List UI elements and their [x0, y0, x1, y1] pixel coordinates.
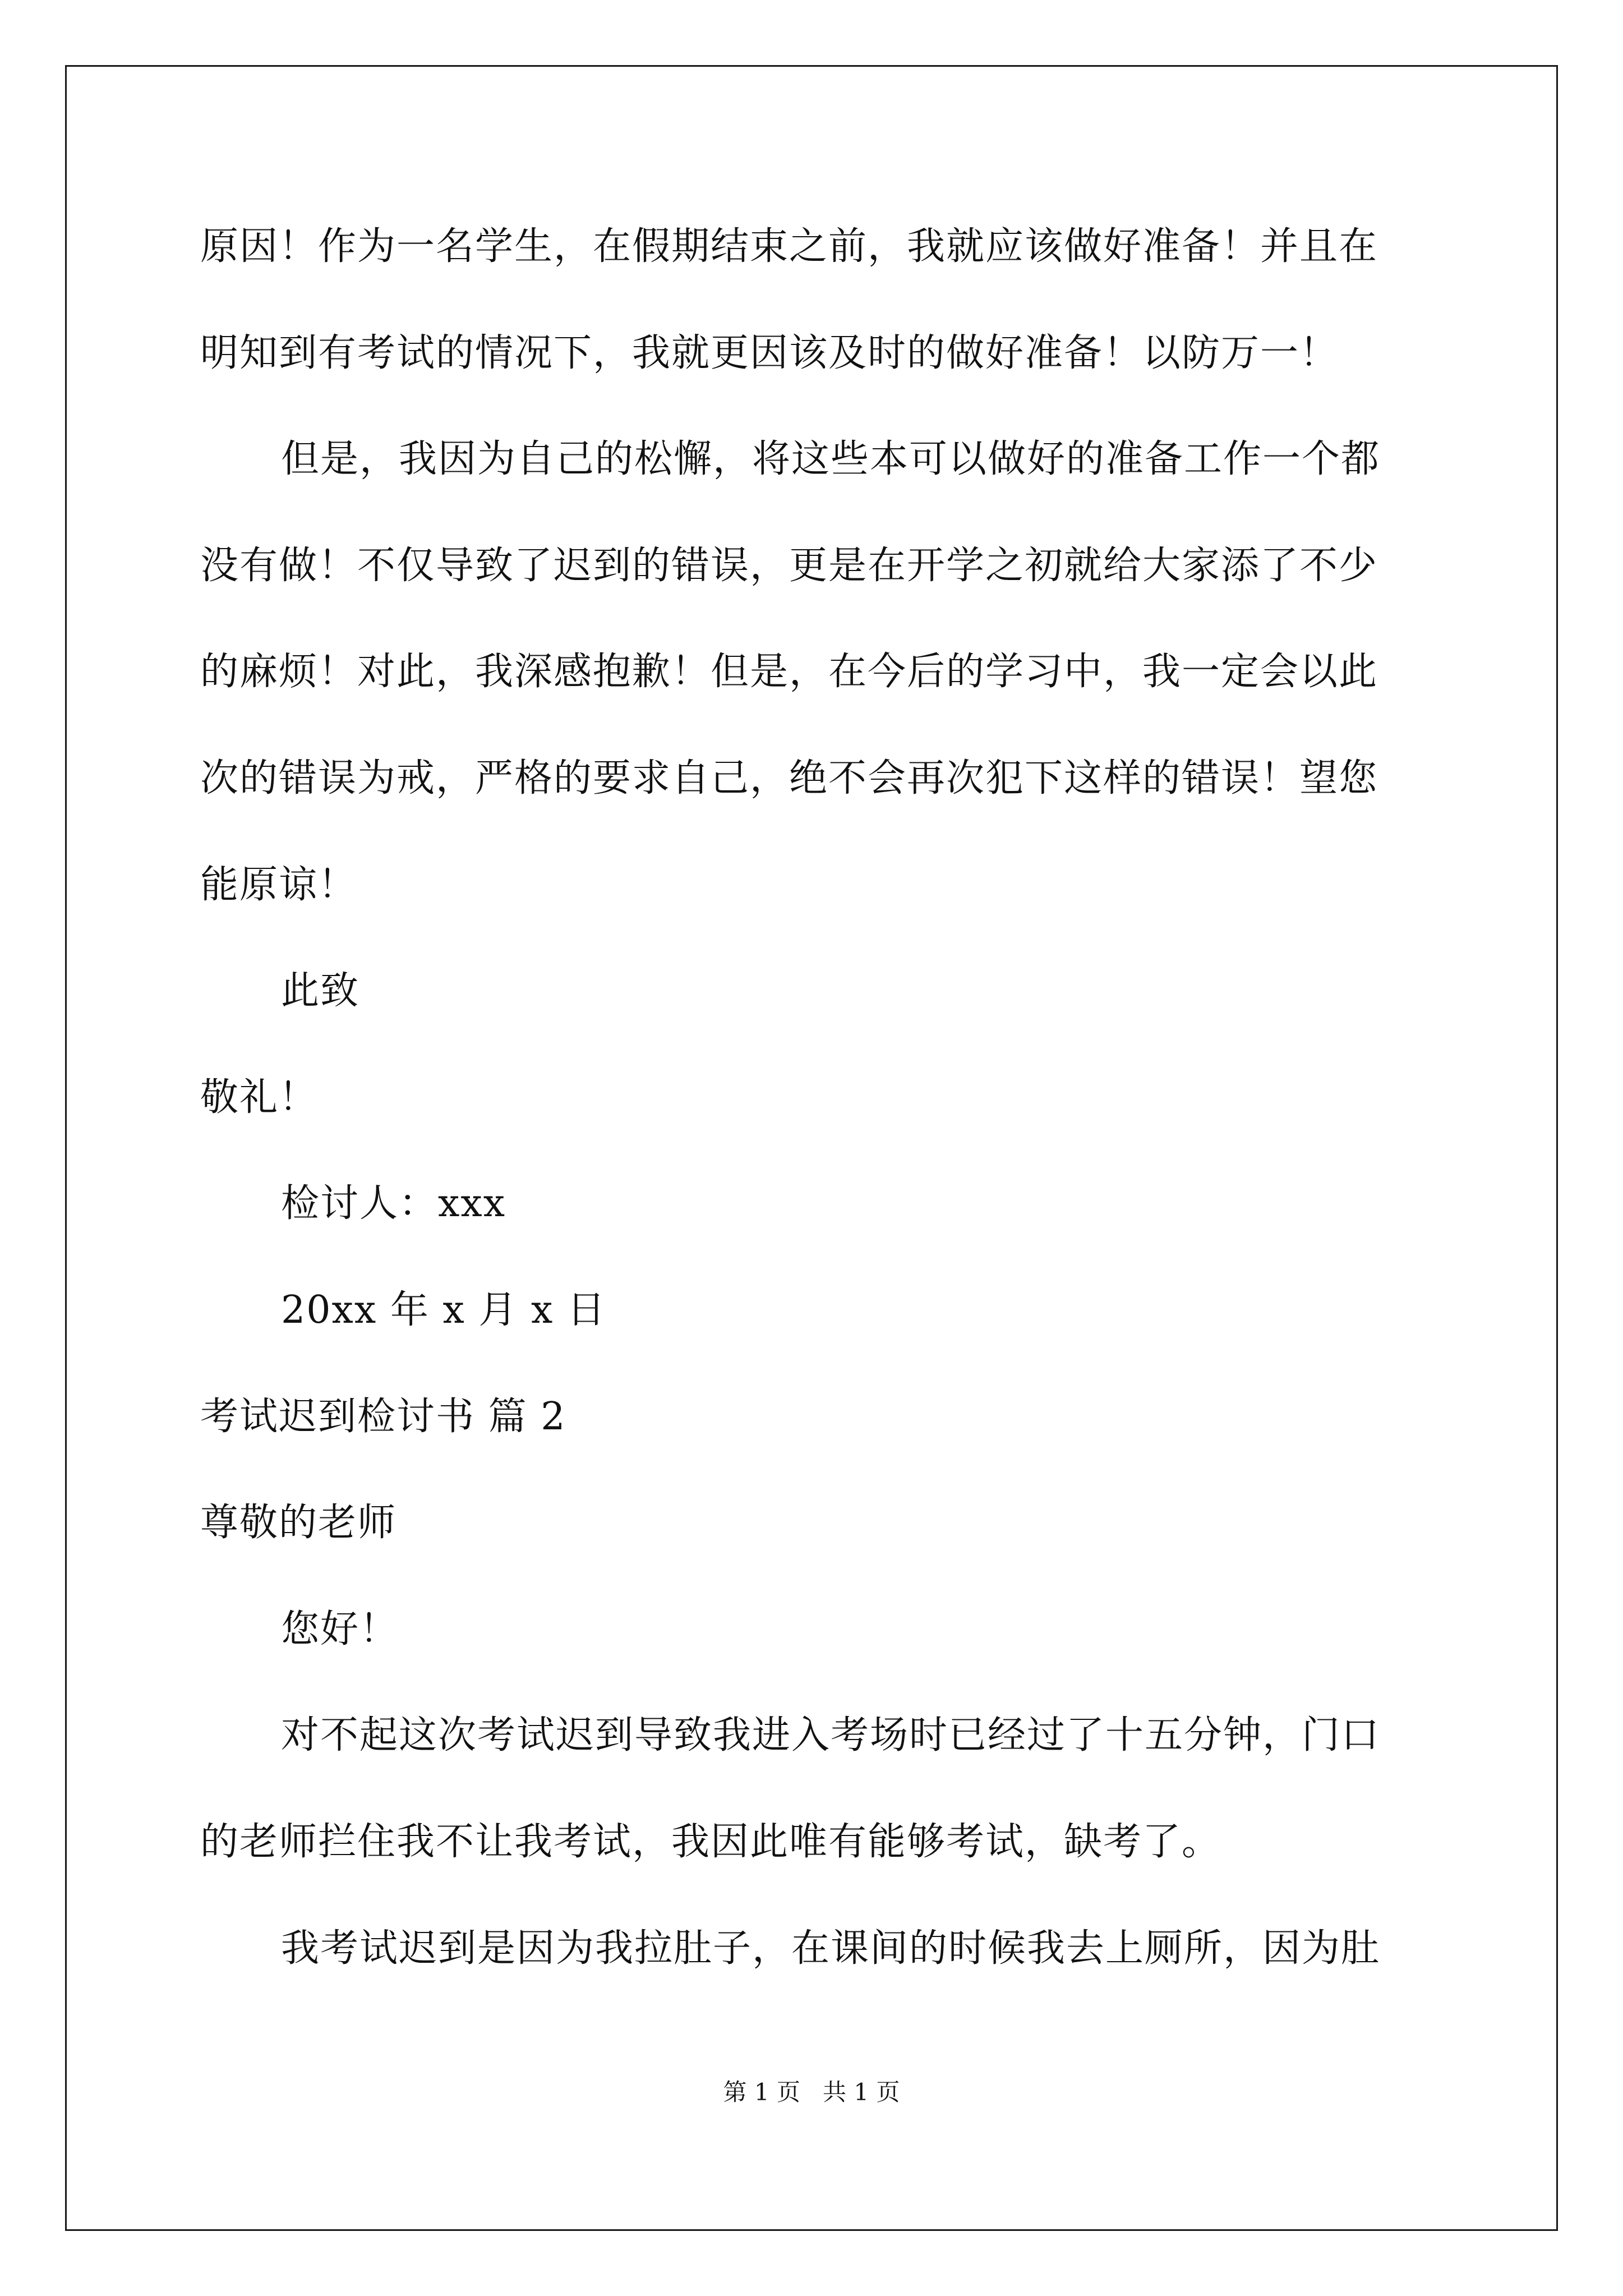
text-line: 原因！作为一名学生，在假期结束之前，我就应该做好准备！并且在 — [200, 224, 1378, 269]
closing-salutation: 此致 — [281, 969, 360, 1014]
text-line: 的老师拦住我不让我考试，我因此唯有能够考试，缺考了。 — [200, 1819, 1221, 1864]
text-line: 没有做！不仅导致了迟到的错误，更是在开学之初就给大家添了不少 — [200, 543, 1378, 588]
text-line: 我考试迟到是因为我拉肚子，在课间的时候我去上厕所，因为肚 — [281, 1926, 1381, 1971]
section-heading: 考试迟到检讨书 篇 2 — [200, 1394, 566, 1439]
document-body — [200, 213, 1428, 2021]
signature-date: 20xx 年 x 月 x 日 — [281, 1287, 607, 1332]
page-number-footer: 第 1 页 共 1 页 — [723, 2078, 900, 2106]
text-line: 的麻烦！对此，我深感抱歉！但是，在今后的学习中，我一定会以此 — [200, 650, 1378, 694]
text-line: 但是，我因为自己的松懈，将这些本可以做好的准备工作一个都 — [281, 437, 1381, 482]
text-line: 明知到有考试的情况下，我就更因该及时的做好准备！以防万一！ — [200, 330, 1339, 375]
letter-recipient: 尊敬的老师 — [200, 1501, 397, 1545]
text-line: 能原谅！ — [200, 862, 358, 907]
closing-regards: 敬礼！ — [200, 1075, 319, 1120]
greeting: 您好！ — [281, 1607, 399, 1651]
text-line: 对不起这次考试迟到导致我进入考场时已经过了十五分钟，门口 — [281, 1713, 1381, 1758]
text-line: 次的错误为戒，严格的要求自己，绝不会再次犯下这样的错误！望您 — [200, 756, 1378, 800]
signature-author: 检讨人：xxx — [281, 1181, 506, 1226]
